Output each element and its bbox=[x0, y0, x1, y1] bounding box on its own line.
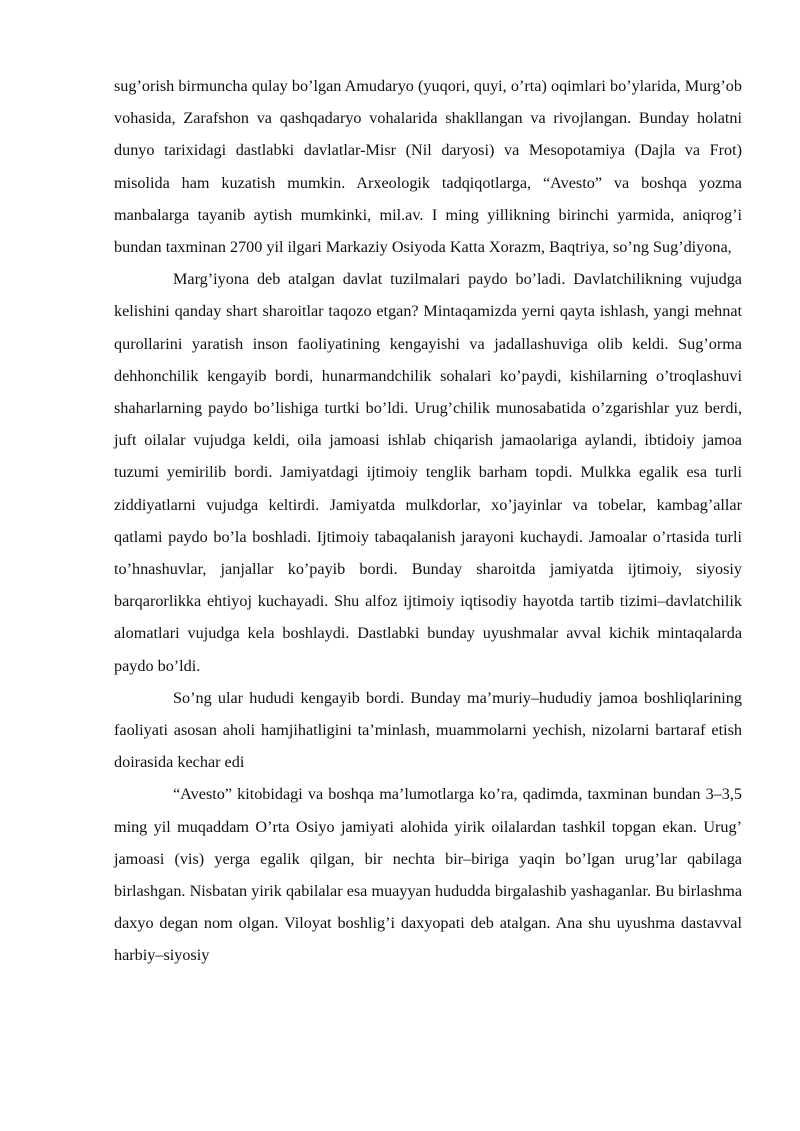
paragraph-2: Marg’iyona deb atalgan davlat tuzilmalari paydo bo’ladi. Davlatchilikning vujudga kelishini qanday shart sharoitlar taqozo etgan? Mintaqamizda yerni qayta ishlash, yangi mehnat qurollarini yaratish inson faoliyatining kengayishi va jadallashuviga olib keldi. Sug’orma dehhonchilik kengayib bordi, hunarmandchilik sohalari ko’paydi, kishilarning o’troqlashuvi shaharlarning paydo bo’lishiga turtki bo’ldi. Urug’chilik munosabatida o’zgarishlar yuz berdi, juft oilalar vujudga keldi, oila jamoasi ishlab chiqarish jamaolariga aylandi, ibtidoiy jamoa tuzumi yemirilib bordi. Jamiyatdagi ijtimoiy tenglik barham topdi. Mulkka egalik esa turli ziddiyatlarni vujudga keltirdi. Jamiyatda mulkdorlar, xo’jayinlar va tobelar, kambag’allar qatlami paydo bo’la boshladi. Ijtimoiy tabaqalanish jarayoni kuchaydi. Jamoalar o’rtasida turli to’hnashuvlar, janjallar ko’payib bordi. Bunday sharoitda jamiyatda ijtimoiy, siyosiy barqarorlikka ehtiyoj kuchayadi. Shu alfoz ijtimoiy iqtisodiy hayotda tartib tizimi–davlatchilik alomatlari vujudga kela boshlaydi. Dastlabki bunday uyushmalar avval kichik mintaqalarda paydo bo’ldi. bbox=[114, 270, 742, 675]
paragraph-3: So’ng ular hududi kengayib bordi. Bunday ma’muriy–hududiy jamoa boshliqlarining faoliyati asosan aholi hamjihatligini ta’minlash, muammolarni yechish, nizolarni bartaraf etish doirasida kechar edi bbox=[114, 688, 742, 772]
document-page bbox=[114, 70, 742, 972]
paragraph-1: sug’orish birmuncha qulay bo’lgan Amudaryo (yuqori, quyi, o’rta) oqimlari bo’ylarida, Murg’ob vohasida, Zarafshon va qashqadaryo vohalarida shakllangan va rivojlangan. Bunday holatni dunyo tarixidagi dastlabki davlatlar-Misr (Nil daryosi) va Mesopotamiya (Dajla va Frot) misolida ham kuzatish mumkin. Arxeologik tadqiqotlarga, “Avesto” va boshqa yozma manbalarga tayanib aytish mumkinki, mil.av. I ming yillikning birinchi yarmida, aniqrog’i bundan taxminan 2700 yil ilgari Markaziy Osiyoda Katta Xorazm, Baqtriya, so’ng Sug’diyona, bbox=[114, 77, 742, 257]
paragraph-4: “Avesto” kitobidagi va boshqa ma’lumotlarga ko’ra, qadimda, taxminan bundan 3–3,5 ming yil muqaddam O’rta Osiyo jamiyati alohida yirik oilalardan tashkil topgan ekan. Urug’ jamoasi (vis) yerga egalik qilgan, bir nechta bir–biriga yaqin bo’lgan urug’lar qabilaga birlashgan. Nisbatan yirik qabilalar esa muayyan hududda birgalashib yashaganlar. Bu birlashma daxyo degan nom olgan. Viloyat boshlig’i daxyopati deb atalgan. Ana shu uyushma dastavval harbiy–siyosiy bbox=[114, 785, 742, 965]
